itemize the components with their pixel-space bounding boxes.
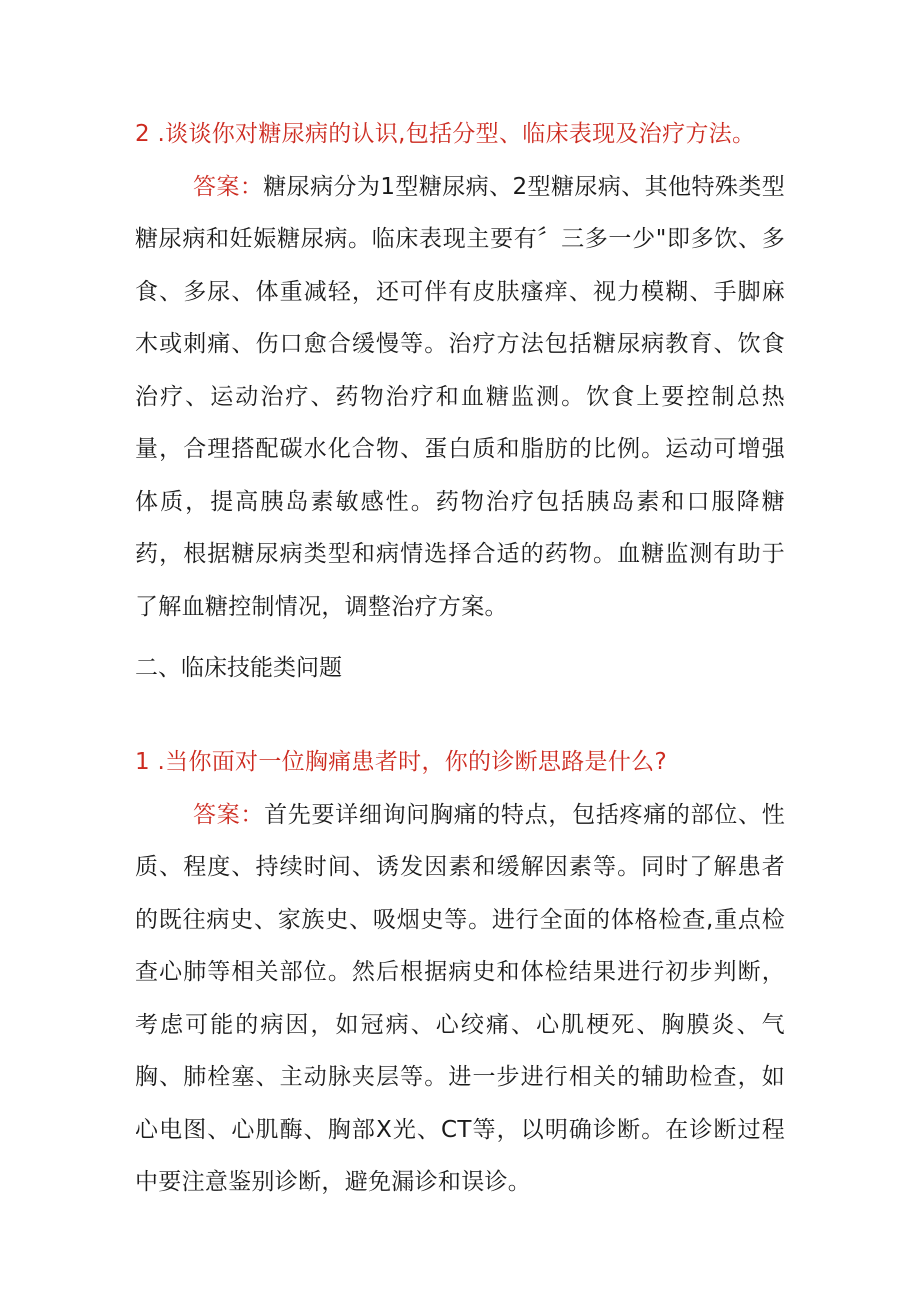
question-block-2 bbox=[135, 108, 785, 633]
answer-paragraph bbox=[135, 161, 785, 634]
answer-paragraph bbox=[135, 789, 785, 1209]
question-block-1 bbox=[135, 736, 785, 1209]
answer-label: 答案： bbox=[193, 801, 265, 828]
answer-text: 首先要详细询问胸痛的特点，包括疼痛的部位、性质、程度、持续时间、诱发因素和缓解因素等。同时了解患者的既往病史、家族史、吸烟史等。进行全面的体格检查,重点检查心肺等相关部位。然后根据病史和体检结果进行初步判断，考虑可能的病因，如冠病、心绞痛、心肌梗死、胸膜炎、气胸、肺栓塞、主动脉夹层等。进一步进行相关的辅助检查，如心电图、心肌酶、胸部X光、CT等，以明确诊断。在诊断过程中要注意鉴别诊断，避免漏诊和误诊。 bbox=[135, 801, 785, 1195]
question-title: 1 .当你面对一位胸痛患者时，你的诊断思路是什么? bbox=[135, 749, 667, 775]
section-heading: 二、临床技能类问题 bbox=[135, 655, 342, 681]
answer-text: 糖尿病分为1型糖尿病、2型糖尿病、其他特殊类型糖尿病和妊娠糖尿病。临床表现主要有〞三多一少"即多饮、多食、多尿、体重减轻，还可伴有皮肤瘙痒、视力模糊、手脚麻木或刺痛、伤口愈合缓慢等。治疗方法包括糖尿病教育、饮食治疗、运动治疗、药物治疗和血糖监测。饮食上要控制总热量，合理搭配碳水化合物、蛋白质和脂肪的比例。运动可增强体质，提高胰岛素敏感性。药物治疗包括胰岛素和口服降糖药，根据糖尿病类型和病情选择合适的药物。血糖监测有助于了解血糖控制情况，调整治疗方案。 bbox=[135, 173, 786, 620]
question-title: 2 .谈谈你对糖尿病的认识,包括分型、临床表现及治疗方法。 bbox=[135, 121, 756, 147]
answer-label: 答案： bbox=[193, 173, 264, 200]
